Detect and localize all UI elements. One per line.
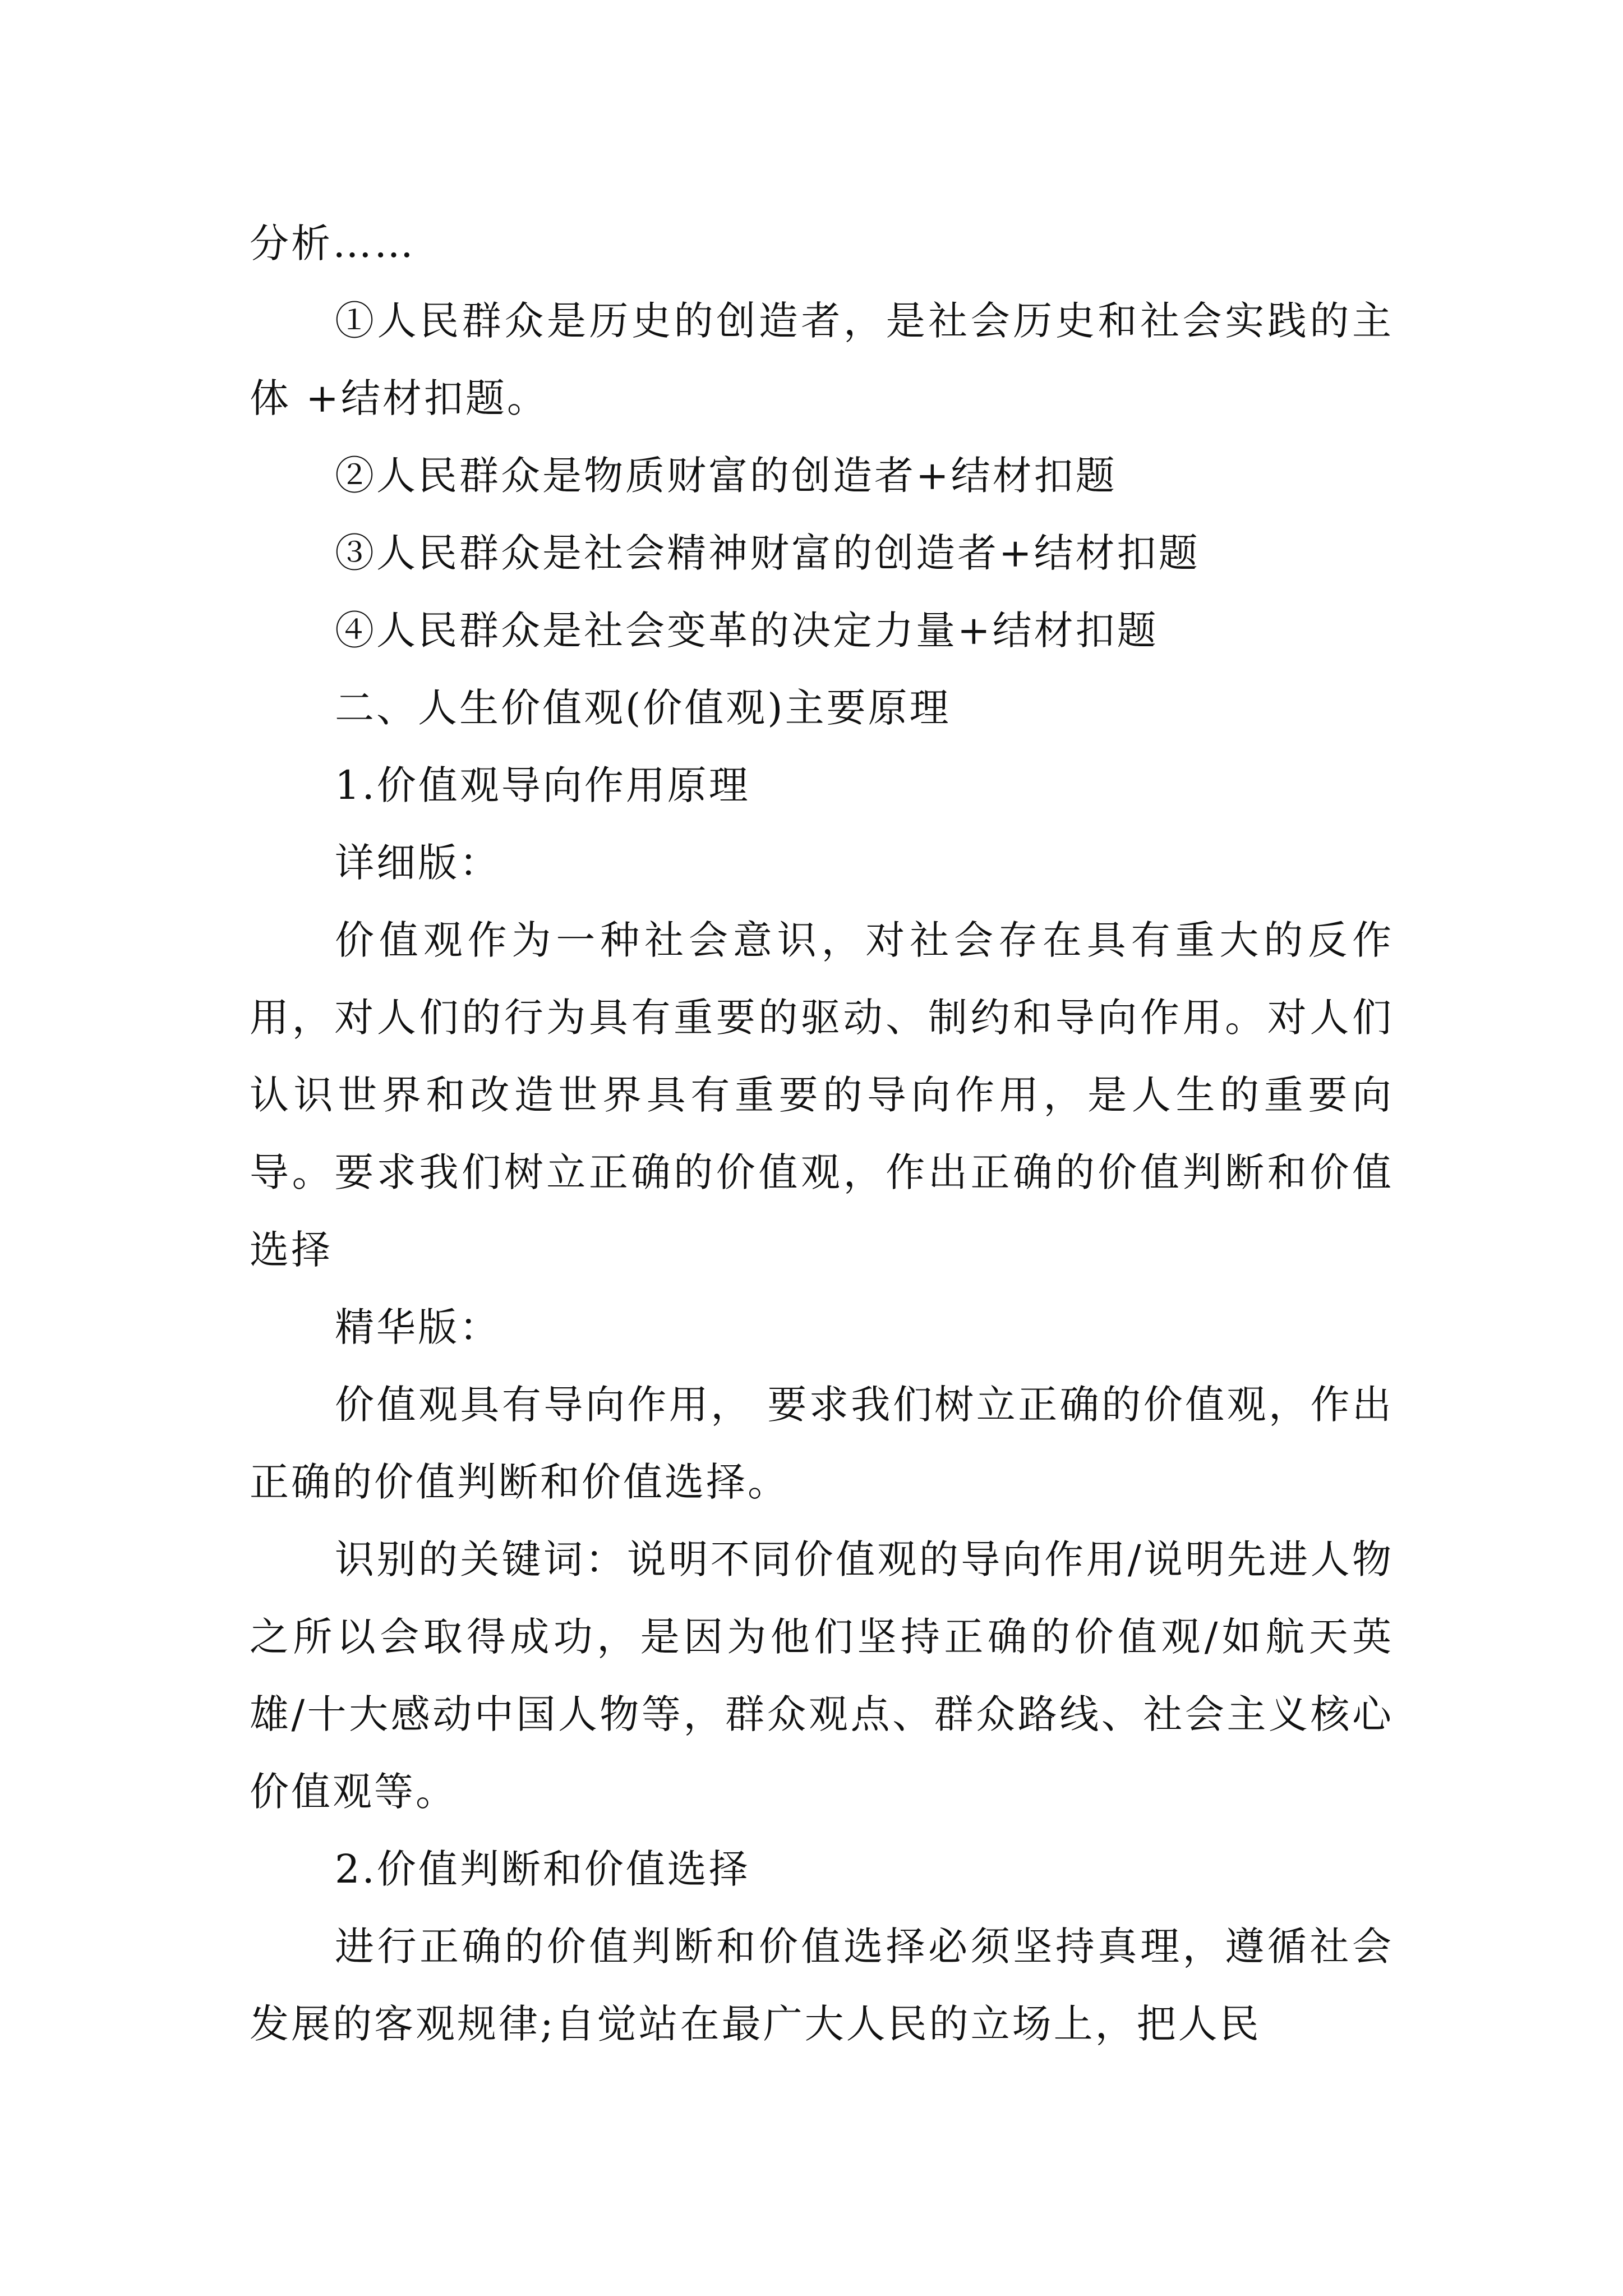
paragraph-point-4: ④人民群众是社会变革的决定力量+结材扣题 [335,608,1159,654]
label-detailed-version: 详细版： [335,840,501,886]
subheading-value-judgment: 2.价值判断和价值选择 [335,1846,750,1892]
paragraph-detailed-text: 价值观作为一种社会意识，对社会存在具有重大的反作用，对人们的行为具有重要的驱动、制约和导向作用。对人们认识世界和改造世界具有重要的导向作用，是人生的重要向导。要求我们树立正确的价值观，作出正确的价值判断和价值选择 [250,917,1394,1273]
subheading-guiding-role: 1.价值观导向作用原理 [335,762,750,808]
paragraph-point-1: ①人民群众是历史的创造者，是社会历史和社会实践的主体 +结材扣题。 [250,298,1394,421]
paragraph-value-judgment-text: 进行正确的价值判断和价值选择必须坚持真理，遵循社会发展的客观规律;自觉站在最广大人民的立场上，把人民 [250,1924,1394,2047]
document-body [250,205,1394,2063]
paragraph-analysis: 分析…… [250,220,416,266]
section-heading-values: 二、人生价值观(价值观)主要原理 [335,685,951,731]
paragraph-essence-text: 价值观具有导向作用， 要求我们树立正确的价值观，作出正确的价值判断和价值选择。 [250,1382,1394,1505]
paragraph-point-2: ②人民群众是物质财富的创造者+结材扣题 [335,453,1117,499]
label-essence-version: 精华版： [335,1304,501,1350]
paragraph-point-3: ③人民群众是社会精神财富的创造者+结材扣题 [335,530,1200,576]
paragraph-keywords: 识别的关键词：说明不同价值观的导向作用/说明先进人物之所以会取得成功，是因为他们坚持正确的价值观/如航天英雄/十大感动中国人物等，群众观点、群众路线、社会主义核心价值观等。 [250,1536,1394,1815]
